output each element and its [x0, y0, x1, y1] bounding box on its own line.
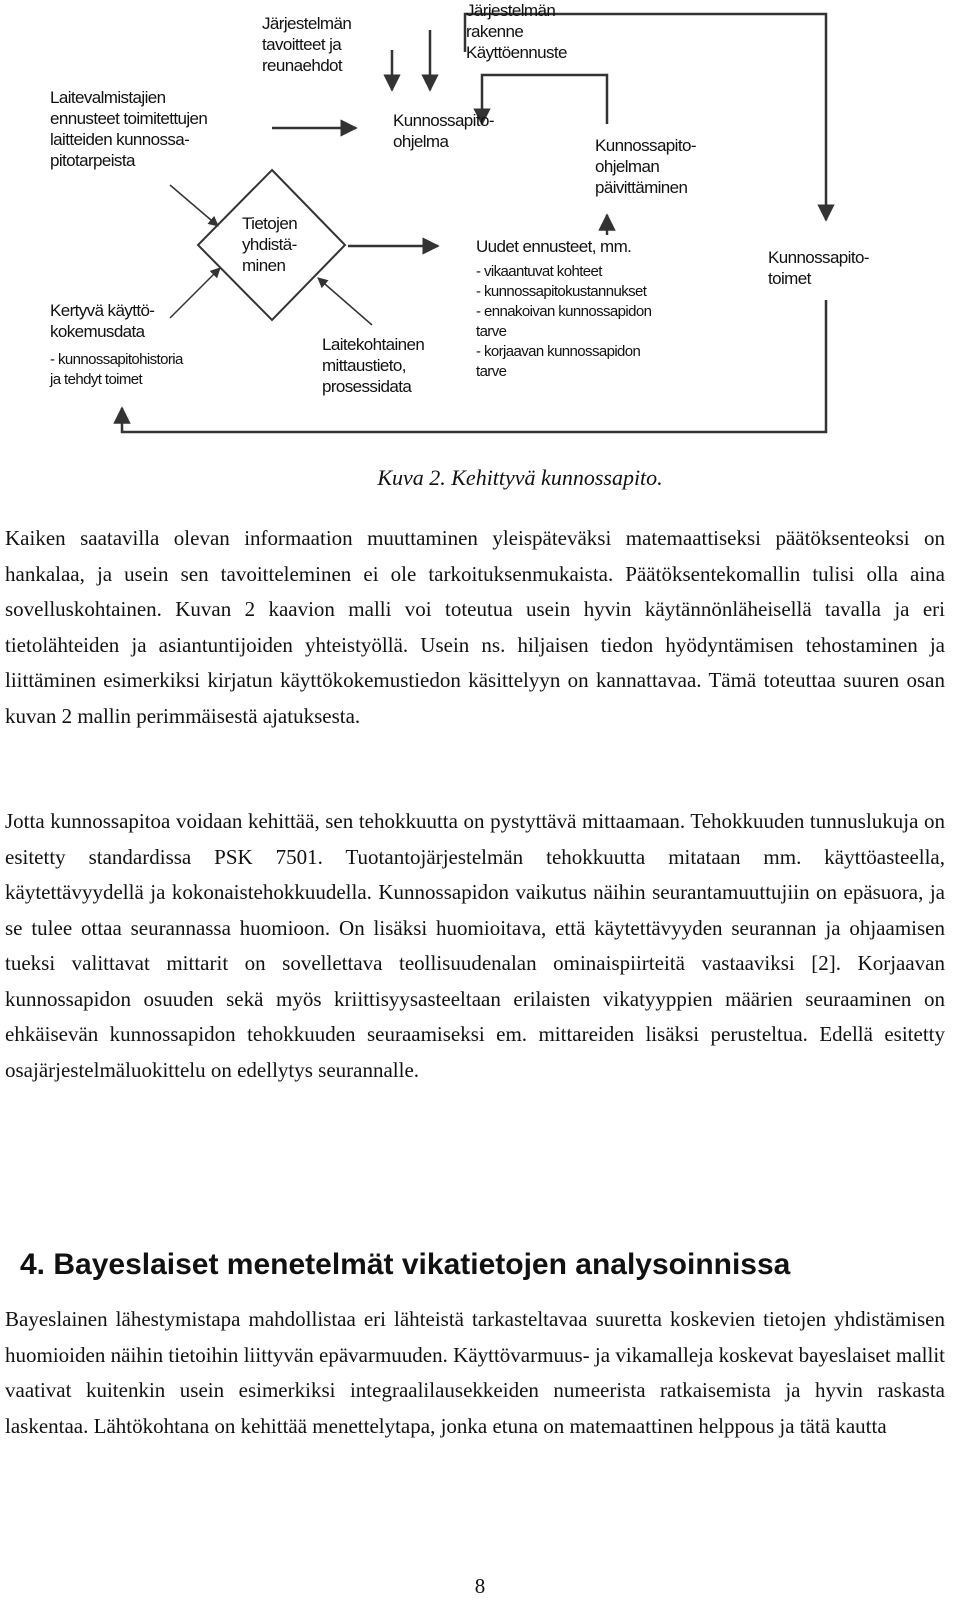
label-device-measurements: Laitekohtainen mittaustieto, prosessidata — [322, 335, 425, 396]
paragraph-3: Bayeslainen lähestymistapa mahdollistaa eri lähteistä tarkasteltavaa suuretta koskevien tietojen yhdistämisen huomioiden näihin tietoihin liittyvän epävarmuuden. Käyttövarmuus- ja vikamalleja koskevat bayeslaiset mallit vaativat kuitenkin usein esimerkiksi integraalilausekkeiden numeerista ratkaisemista ja hyvin raskasta laskentaa. Lähtökohtana on kehittää menettelytapa, jonka etuna on matemaattinen helppous ja tätä kautta — [5, 1307, 945, 1438]
label-program-update: Kunnossapito- ohjelman päivittäminen — [595, 136, 696, 197]
label-manufacturer-forecasts: Laitevalmistajien ennusteet toimitettujen laitteiden kunnossa- pitotarpeista — [50, 88, 208, 170]
section-heading: 4. Bayeslaiset menetelmät vikatietojen analysoinnissa — [20, 1248, 791, 1281]
label-accumulated-experience: Kertyvä käyttö- kokemusdata — [50, 301, 155, 341]
figure-caption: Kuva 2. Kehittyvä kunnossapito. — [377, 465, 663, 490]
label-maintenance-history: - kunnossapitohistoria ja tehdyt toimet — [50, 351, 183, 388]
arrow-experience-to-fusion — [170, 268, 220, 318]
label-maintenance-program: Kunnossapito- ohjelma — [393, 111, 494, 151]
arrow-update-to-program — [482, 75, 607, 124]
arrow-actions-feedback — [122, 300, 826, 432]
label-new-forecasts-items: - vikaantuvat kohteet - kunnossapitokustannukset - ennakoivan kunnossapidon tarve - korjaavan kunnossapidon tarve — [476, 263, 652, 380]
label-system-goals: Järjestelmän tavoitteet ja reunaehdot — [262, 14, 352, 75]
label-maintenance-actions: Kunnossapito- toimet — [768, 248, 869, 288]
label-new-forecasts-title: Uudet ennusteet, mm. — [476, 237, 632, 256]
arrow-forecasts-to-fusion — [170, 185, 218, 226]
paragraph-1: Kaiken saatavilla olevan informaation muuttaminen yleispäteväksi matemaattiseksi päätöksenteoksi on hankalaa, ja usein sen tavoitteleminen ei ole tarkoituksenmukaista. Päätöksentekomallin tulisi olla aina sovelluskohtainen. Kuvan 2 kaavion malli voi toteutua usein hyvin käytännönläheisellä tavalla ja eri tietolähteiden ja asiantuntijoiden yhteistyöllä. Usein ns. hiljaisen tiedon hyödyntämisen tehostaminen ja liittäminen esimerkiksi kirjatun käyttökokemustiedon käsittelyyn on kannattavaa. Tämä toteuttaa suuren osan kuvan 2 mallin perimmäisestä ajatuksesta. — [5, 526, 945, 728]
label-data-fusion: Tietojen yhdistä- minen — [242, 214, 298, 275]
label-system-structure: Järjestelmän rakenne Käyttöennuste — [466, 1, 567, 62]
page-number: 8 — [474, 1574, 486, 1598]
paragraph-2: Jotta kunnossapitoa voidaan kehittää, sen tehokkuutta on pystyttävä mittaamaan. Tehokkuuden tunnuslukuja on esitetty standardissa PSK 7501. Tuotantojärjestelmän tehokkuutta mitataan mm. käyttöasteella, käytettävyydellä ja kokonaistehokkuudella. Kunnossapidon vaikutus näihin seurantamuuttujiin on epäsuora, ja se tulee ottaa seurannassa huomioon. On lisäksi huomioitava, että käytettävyyden seurannan ja ohjaamisen tueksi valittavat mittarit on sovellettava teollisuudenalan ominaispiirteitä vastaaviksi [2]. Korjaavan kunnossapidon osuuden sekä myös kriittisyysasteeltaan erilaisten vikatyyppien määrien seuraaminen on ehkäisevän kunnossapidon tehokkuuden seuraamiseksi em. mittareiden lisäksi perusteltua. Edellä esitetty osajärjestelmäluokittelu on edellytys seurannalle. — [5, 809, 945, 1082]
arrow-measurements-to-fusion — [318, 278, 372, 325]
